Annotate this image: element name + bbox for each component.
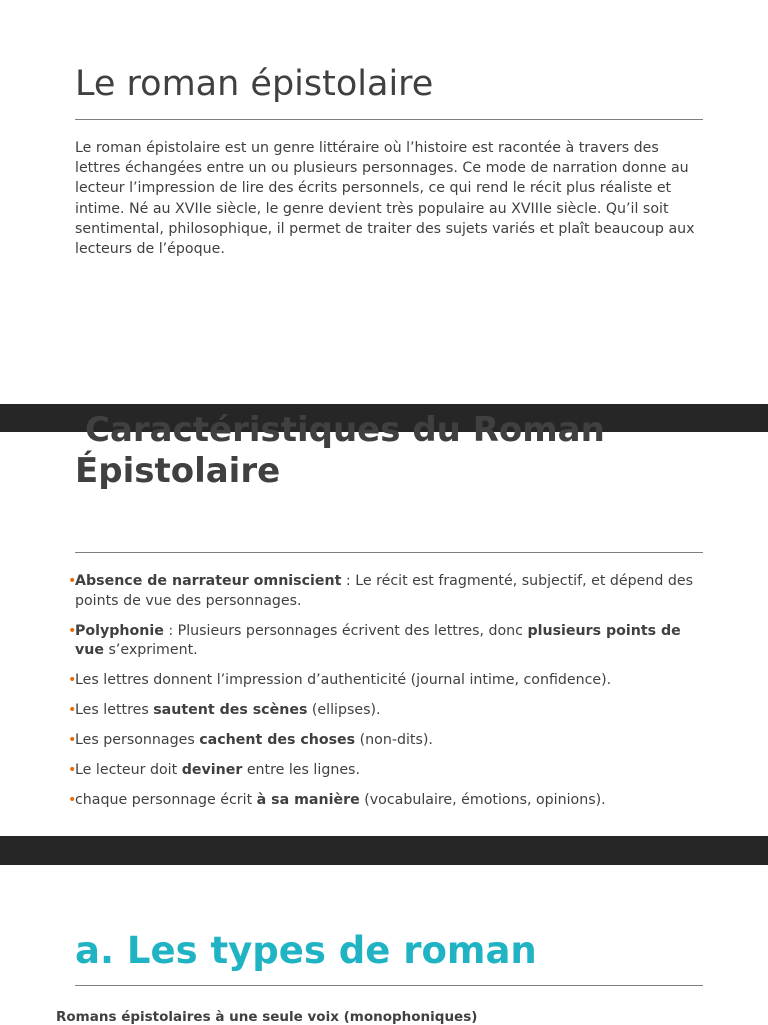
- item-text: (non-dits).: [355, 732, 433, 748]
- title-divider: [75, 985, 703, 986]
- slide-title-line-1: Caractéristiques du Roman: [85, 410, 605, 450]
- bullet-icon: •: [68, 622, 77, 639]
- bold-term: plusieurs points de vue: [75, 622, 681, 658]
- item-text: Les lettres: [75, 702, 154, 718]
- bold-term: Polyphonie: [75, 622, 164, 639]
- title-divider: [75, 119, 703, 120]
- list-item: [68, 761, 708, 781]
- slide-title-line-2: Épistolaire: [75, 451, 281, 491]
- item-text: : Le récit est fragmenté, subjectif, et dépend des points de vue des personnages.: [75, 573, 694, 609]
- bullet-icon: •: [68, 573, 77, 589]
- item-text: chaque personnage écrit: [75, 792, 257, 808]
- item-text: entre les lignes.: [242, 762, 360, 778]
- bold-term: cachent des choses: [199, 732, 356, 748]
- section-subtitle: Romans épistolaires à une seule voix (monophoniques): [56, 1009, 478, 1025]
- title-divider: [75, 552, 703, 553]
- intro-paragraph: Le roman épistolaire est un genre littéraire où l’histoire est racontée à travers des lettres échangées entre un ou plusieurs personnages. Ce mode de narration donne au lecteur l’impression de lire des écrits personnels, ce qui rend le récit plus réaliste et intime. Né au XVIIe siècle, le genre devient très populaire au XVIIIe siècle. Qu’il soit sentimental, philosophique, il permet de traiter des sujets variés et plaît beaucoup aux lecteurs de l’époque.: [75, 140, 695, 258]
- slide-intro: [0, 0, 768, 404]
- characteristics-list: [68, 572, 708, 821]
- list-item: [68, 731, 708, 751]
- bold-term: à sa manière: [256, 792, 360, 808]
- item-text: Le lecteur doit: [75, 762, 182, 778]
- list-item: [68, 671, 708, 691]
- slide-title: [75, 410, 605, 492]
- list-item: [68, 701, 708, 721]
- bullet-icon: •: [68, 762, 77, 778]
- item-text: Les lettres donnent l’impression d’authenticité (journal intime, confidence).: [75, 672, 612, 688]
- item-text: (ellipses).: [307, 702, 381, 718]
- slide-separator: [0, 836, 768, 865]
- item-text: : Plusieurs personnages écrivent des lettres, donc: [163, 622, 528, 639]
- bullet-icon: •: [68, 732, 77, 748]
- list-item: [68, 622, 708, 661]
- item-text: Les personnages: [75, 732, 200, 748]
- slide-title: a. Les types de roman: [75, 929, 537, 972]
- list-item: [68, 791, 708, 811]
- item-text: s’expriment.: [103, 642, 198, 658]
- bullet-icon: •: [68, 672, 77, 688]
- slide-title: Le roman épistolaire: [75, 64, 434, 104]
- bold-term: deviner: [181, 762, 243, 778]
- bold-term: sautent des scènes: [153, 702, 308, 718]
- slide-types: [0, 865, 768, 1024]
- list-item: [68, 572, 708, 611]
- item-text: (vocabulaire, émotions, opinions).: [359, 792, 606, 808]
- bold-term: Absence de narrateur omniscient: [75, 573, 342, 589]
- bullet-icon: •: [68, 792, 77, 808]
- slide-characteristics: [0, 410, 768, 836]
- bullet-icon: •: [68, 702, 77, 718]
